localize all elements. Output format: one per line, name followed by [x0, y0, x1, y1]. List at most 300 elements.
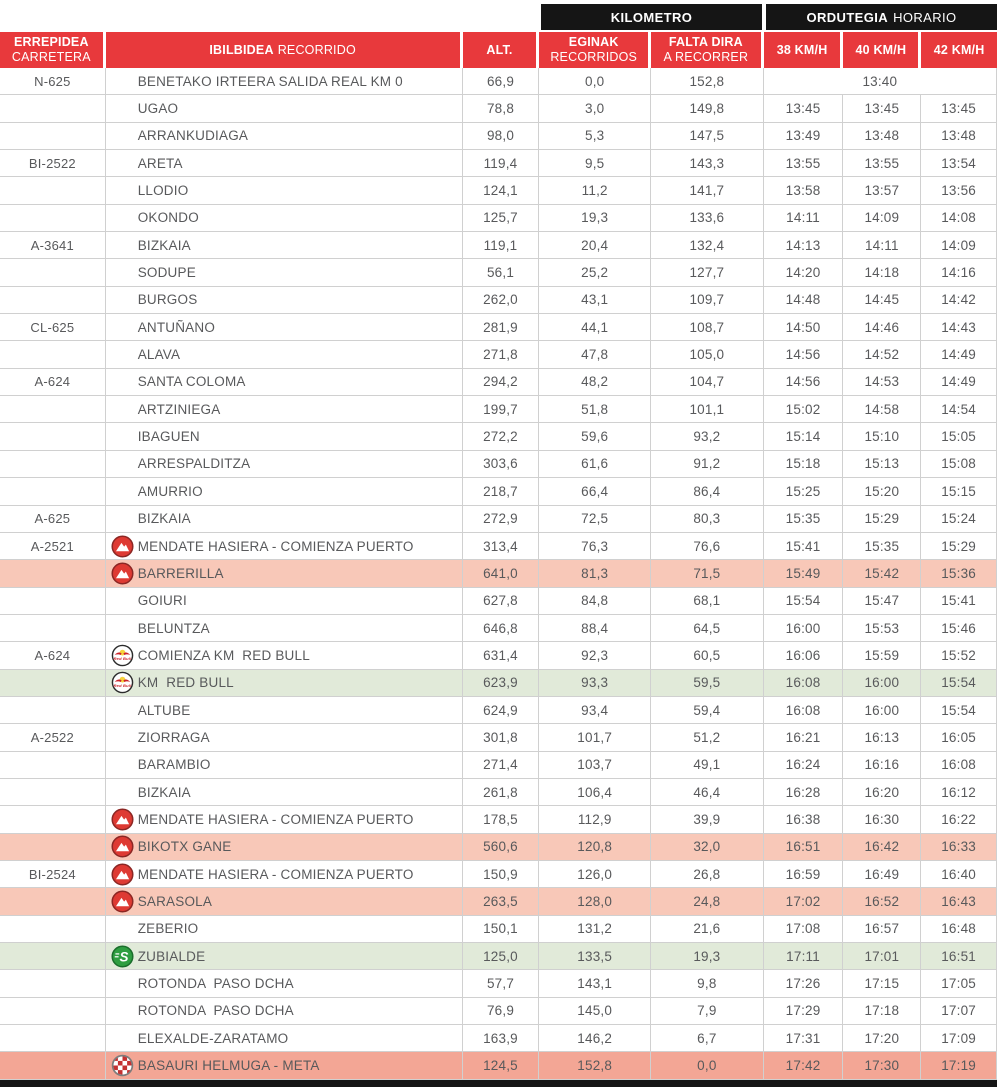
place-label: ALTUBE	[137, 702, 191, 718]
km-done-cell-value: 84,8	[581, 593, 609, 609]
time-42-cell	[921, 123, 997, 149]
altitude-cell	[463, 943, 540, 969]
road-cell	[0, 888, 106, 914]
km-togo-cell-value: 143,3	[689, 155, 725, 171]
time-42-cell-value: 15:52	[941, 647, 976, 663]
road-cell-value: A-2521	[30, 538, 74, 554]
time-40-cell	[843, 806, 921, 832]
km-done-cell-value: 47,8	[581, 347, 609, 363]
time-42-cell-value: 16:33	[941, 839, 976, 855]
altitude-cell-value: 218,7	[483, 483, 518, 499]
km-togo-cell-value: 59,4	[693, 702, 721, 718]
road-cell	[0, 642, 106, 668]
place-label: BARAMBIO	[137, 757, 211, 773]
km-togo-cell-value: 133,6	[689, 210, 725, 226]
time-38-cell	[764, 123, 844, 149]
time-40-cell-value: 15:53	[864, 620, 900, 636]
road-cell	[0, 478, 106, 504]
time-38-cell	[764, 560, 844, 586]
km-togo-cell-value: 32,0	[693, 839, 721, 855]
time-40-cell-value: 16:30	[864, 811, 900, 827]
km-done-cell	[539, 1052, 651, 1078]
place-label: ARTZINIEGA	[137, 401, 221, 417]
time-38-cell	[764, 150, 844, 176]
route-cell	[106, 670, 463, 696]
place-label: LLODIO	[137, 183, 189, 199]
km-togo-cell	[651, 1052, 764, 1078]
time-38-cell	[764, 615, 844, 641]
km-togo-header-basque: FALTA DIRA	[668, 35, 743, 50]
route-cell	[106, 588, 463, 614]
time-42-cell	[921, 177, 997, 203]
place-label: IBAGUEN	[137, 429, 200, 445]
route-cell	[106, 533, 463, 559]
route-cell	[106, 779, 463, 805]
altitude-cell	[463, 478, 540, 504]
km-togo-cell	[651, 123, 764, 149]
table-row	[0, 779, 997, 806]
time-42-cell	[921, 588, 997, 614]
km-togo-cell-value: 51,2	[693, 729, 721, 745]
time-42-cell	[921, 533, 997, 559]
altitude-cell-value: 623,9	[483, 675, 518, 691]
km-done-cell	[539, 1025, 651, 1051]
time-42-cell	[921, 642, 997, 668]
time-38-cell	[764, 314, 844, 340]
time-40-cell-value: 17:20	[864, 1030, 900, 1046]
km-togo-cell	[651, 642, 764, 668]
route-header-basque: IBILBIDEA	[209, 42, 274, 57]
km-togo-cell-value: 7,9	[697, 1003, 717, 1019]
road-cell	[0, 861, 106, 887]
time-40-cell-value: 15:47	[864, 593, 900, 609]
km-done-cell	[539, 670, 651, 696]
road-cell	[0, 998, 106, 1024]
route-cell	[106, 68, 463, 94]
time-38-cell	[764, 533, 844, 559]
km-togo-cell-value: 109,7	[689, 292, 725, 308]
svg-text:S: S	[119, 948, 129, 964]
time-42-cell	[921, 752, 997, 778]
ordutegia-label: ORDUTEGIA	[806, 9, 889, 25]
km-togo-cell-value: 93,2	[693, 429, 721, 445]
road-cell-value: A-2522	[30, 729, 74, 745]
table-row	[0, 341, 997, 368]
finish-icon	[109, 1054, 137, 1077]
route-cell	[106, 1025, 463, 1051]
time-38-cell-value: 15:02	[785, 401, 821, 417]
mountain-icon	[109, 835, 137, 858]
altitude-cell-value: 125,7	[483, 210, 518, 226]
table-row	[0, 1052, 997, 1079]
altitude-cell-value: 313,4	[483, 538, 518, 554]
mountain-icon	[109, 562, 137, 585]
time-42-cell-value: 17:09	[941, 1030, 976, 1046]
table-row	[0, 533, 997, 560]
time-38-cell-value: 16:38	[785, 811, 821, 827]
time-42-cell	[921, 95, 997, 121]
time-40-cell	[843, 369, 921, 395]
km-done-cell-value: 81,3	[581, 565, 609, 581]
altitude-cell	[463, 916, 540, 942]
km-togo-cell	[651, 150, 764, 176]
header-bands	[541, 4, 997, 30]
route-cell	[106, 943, 463, 969]
time-38-cell-value: 14:13	[785, 237, 821, 253]
km-togo-cell	[651, 588, 764, 614]
route-cell	[106, 451, 463, 477]
route-cell	[106, 123, 463, 149]
km-done-cell-value: 66,4	[581, 483, 609, 499]
time-42-cell-value: 14:42	[941, 292, 976, 308]
time-38-cell-value: 15:25	[785, 483, 821, 499]
altitude-cell	[463, 1052, 540, 1078]
time-40-cell-value: 14:18	[864, 265, 900, 281]
time-40-cell-value: 15:20	[864, 483, 900, 499]
time-40-cell	[843, 724, 921, 750]
route-cell	[106, 834, 463, 860]
altitude-cell-value: 624,9	[483, 702, 518, 718]
time-42-cell-value: 15:54	[941, 675, 976, 691]
time-38-cell-value: 15:18	[785, 456, 821, 472]
place-label: BASAURI HELMUGA - META	[137, 1058, 320, 1074]
place-label: BIZKAIA	[137, 237, 191, 253]
time-38-cell	[764, 232, 844, 258]
place-label: BIZKAIA	[137, 784, 191, 800]
altitude-cell	[463, 724, 540, 750]
km-togo-cell	[651, 396, 764, 422]
altitude-cell	[463, 232, 540, 258]
route-cell	[106, 369, 463, 395]
km-togo-cell	[651, 970, 764, 996]
road-cell-value: CL-625	[30, 319, 75, 335]
time-38-cell-value: 16:00	[785, 620, 821, 636]
time-38-cell-value: 14:20	[785, 265, 821, 281]
road-cell	[0, 68, 106, 94]
time-42-cell	[921, 451, 997, 477]
time-38-cell-value: 14:11	[786, 210, 820, 226]
time-42-cell-value: 16:05	[941, 729, 976, 745]
km-done-cell-value: 48,2	[581, 374, 609, 390]
km-done-cell	[539, 232, 651, 258]
table-row	[0, 916, 997, 943]
time-42-cell	[921, 724, 997, 750]
time-38-cell	[764, 779, 844, 805]
altitude-cell-value: 56,1	[486, 265, 515, 281]
place-label: ROTONDA PASO DCHA	[137, 1003, 294, 1019]
km-done-cell-value: 93,4	[581, 702, 609, 718]
time-40-cell	[843, 615, 921, 641]
altitude-cell	[463, 533, 540, 559]
km-done-cell	[539, 478, 651, 504]
route-cell	[106, 506, 463, 532]
kilometro-label: KILOMETRO	[610, 9, 693, 25]
time-42-cell-value: 14:16	[941, 265, 976, 281]
km-done-cell-value: 146,2	[577, 1030, 613, 1046]
altitude-cell	[463, 177, 540, 203]
time-42-cell	[921, 423, 997, 449]
place-label: BIZKAIA	[137, 511, 191, 527]
time-38-cell-value: 16:59	[785, 866, 821, 882]
altitude-cell-value: 303,6	[483, 456, 518, 472]
table-row	[0, 642, 997, 669]
km-togo-cell	[651, 916, 764, 942]
time-40-cell-value: 16:42	[864, 839, 900, 855]
time-40-cell-value: 13:45	[864, 101, 900, 117]
road-cell	[0, 615, 106, 641]
time-40-cell	[843, 506, 921, 532]
place-label: MENDATE HASIERA - COMIENZA PUERTO	[137, 866, 414, 882]
time-40-cell-value: 15:35	[864, 538, 900, 554]
column-headers	[0, 32, 997, 68]
route-column-header	[106, 32, 463, 68]
road-cell	[0, 533, 106, 559]
place-label: AMURRIO	[137, 483, 203, 499]
speed-38-column-header	[764, 32, 844, 68]
km-togo-cell	[651, 697, 764, 723]
km-togo-cell	[651, 205, 764, 231]
table-row	[0, 888, 997, 915]
km-togo-cell-value: 60,5	[693, 647, 721, 663]
km-togo-cell	[651, 861, 764, 887]
time-38-cell	[764, 642, 844, 668]
time-42-cell	[921, 970, 997, 996]
time-42-cell-value: 15:46	[941, 620, 976, 636]
time-38-cell-value: 17:29	[785, 1003, 821, 1019]
km-togo-cell	[651, 752, 764, 778]
place-label: BURGOS	[137, 292, 198, 308]
time-38-cell	[764, 341, 844, 367]
road-cell	[0, 95, 106, 121]
time-42-cell-value: 16:08	[941, 757, 976, 773]
km-togo-cell	[651, 943, 764, 969]
route-cell	[106, 95, 463, 121]
km-done-cell	[539, 560, 651, 586]
time-40-cell-value: 17:18	[864, 1003, 900, 1019]
time-42-cell	[921, 916, 997, 942]
altitude-cell-value: 119,1	[483, 237, 518, 253]
time-38-cell	[764, 369, 844, 395]
km-done-cell-value: 9,5	[585, 155, 605, 171]
time-40-cell-value: 16:57	[864, 921, 900, 937]
altitude-cell-value: 263,5	[483, 893, 518, 909]
time-40-cell-value: 16:52	[864, 893, 900, 909]
km-togo-cell	[651, 314, 764, 340]
sprint-icon	[109, 945, 137, 968]
time-38-cell-value: 15:41	[785, 538, 821, 554]
place-label: OKONDO	[137, 210, 199, 226]
time-42-cell-value: 15:41	[941, 593, 976, 609]
time-40-cell-value: 15:10	[864, 429, 900, 445]
km-togo-cell	[651, 478, 764, 504]
km-done-cell-value: 106,4	[577, 784, 613, 800]
time-38-cell	[764, 998, 844, 1024]
time-40-cell-value: 17:01	[864, 948, 900, 964]
km-togo-cell	[651, 95, 764, 121]
altitude-cell-value: 66,9	[486, 73, 515, 89]
time-40-cell	[843, 861, 921, 887]
time-42-cell-value: 15:24	[941, 511, 976, 527]
time-40-cell	[843, 314, 921, 340]
road-cell	[0, 806, 106, 832]
road-cell	[0, 1052, 106, 1078]
time-40-cell-value: 14:11	[864, 237, 899, 253]
time-38-cell	[764, 506, 844, 532]
altitude-cell-value: 119,4	[483, 155, 518, 171]
road-cell	[0, 670, 106, 696]
km-togo-cell	[651, 369, 764, 395]
table-row	[0, 943, 997, 970]
time-42-cell	[921, 806, 997, 832]
speed-40-label: 40 KM/H	[855, 42, 907, 57]
time-40-cell	[843, 970, 921, 996]
svg-text:Red Bull: Red Bull	[113, 683, 132, 689]
altitude-cell	[463, 68, 540, 94]
road-header-spanish: CARRETERA	[11, 50, 91, 64]
km-togo-cell	[651, 998, 764, 1024]
place-label: ALAVA	[137, 347, 181, 363]
time-40-cell	[843, 779, 921, 805]
time-42-cell	[921, 396, 997, 422]
route-cell	[106, 697, 463, 723]
place-label: ANTUÑANO	[137, 319, 216, 335]
altitude-cell-value: 301,8	[483, 729, 518, 745]
time-40-cell	[843, 697, 921, 723]
table-row	[0, 1025, 997, 1052]
time-42-cell	[921, 232, 997, 258]
ordutegia-band	[766, 4, 997, 30]
km-done-cell-value: 131,2	[577, 921, 613, 937]
time-42-cell	[921, 560, 997, 586]
time-38-cell-value: 15:54	[785, 593, 821, 609]
km-done-cell-value: 103,7	[577, 757, 613, 773]
time-38-cell-value: 16:06	[785, 647, 821, 663]
km-done-cell	[539, 287, 651, 313]
road-cell	[0, 506, 106, 532]
time-40-cell	[843, 123, 921, 149]
time-42-cell-value: 13:56	[941, 183, 976, 199]
km-done-cell	[539, 68, 651, 94]
time-38-cell-value: 14:50	[785, 319, 821, 335]
table-row	[0, 615, 997, 642]
time-38-cell-value: 17:11	[786, 948, 820, 964]
km-togo-cell-value: 101,1	[689, 401, 725, 417]
time-38-cell-value: 17:02	[785, 893, 821, 909]
altitude-cell-value: 627,8	[483, 593, 518, 609]
table-row	[0, 396, 997, 423]
time-40-cell	[843, 232, 921, 258]
road-cell	[0, 232, 106, 258]
time-38-cell	[764, 205, 844, 231]
time-40-cell-value: 16:00	[864, 702, 900, 718]
time-38-cell	[764, 423, 844, 449]
km-done-cell	[539, 998, 651, 1024]
table-row	[0, 369, 997, 396]
time-42-cell	[921, 150, 997, 176]
altitude-cell	[463, 95, 540, 121]
place-label: GOIURI	[137, 593, 187, 609]
km-done-cell	[539, 916, 651, 942]
road-cell	[0, 150, 106, 176]
time-38-cell	[764, 916, 844, 942]
time-42-cell-value: 15:05	[941, 429, 976, 445]
time-42-cell-value: 15:15	[941, 483, 976, 499]
km-done-column-header	[539, 32, 651, 68]
time-38-cell-value: 13:45	[785, 101, 821, 117]
road-cell	[0, 779, 106, 805]
altitude-cell	[463, 314, 540, 340]
km-togo-cell-value: 71,5	[693, 565, 721, 581]
mountain-icon	[109, 535, 137, 558]
route-cell	[106, 150, 463, 176]
table-row	[0, 588, 997, 615]
time-40-cell	[843, 451, 921, 477]
time-38-cell	[764, 95, 844, 121]
altitude-cell-value: 262,0	[483, 292, 518, 308]
altitude-cell	[463, 396, 540, 422]
km-done-cell	[539, 779, 651, 805]
altitude-cell-value: 294,2	[483, 374, 518, 390]
time-42-cell	[921, 1025, 997, 1051]
time-42-cell	[921, 314, 997, 340]
km-done-cell-value: 0,0	[585, 73, 605, 89]
time-40-cell	[843, 670, 921, 696]
altitude-cell	[463, 779, 540, 805]
route-cell	[106, 560, 463, 586]
km-togo-cell-value: 0,0	[697, 1058, 717, 1074]
time-38-cell-value: 16:51	[785, 839, 821, 855]
redbull-icon	[109, 671, 137, 694]
table-row	[0, 150, 997, 177]
road-cell	[0, 451, 106, 477]
time-42-cell	[921, 615, 997, 641]
km-done-cell	[539, 341, 651, 367]
km-done-cell	[539, 888, 651, 914]
speed-42-column-header	[921, 32, 997, 68]
time-42-cell	[921, 834, 997, 860]
km-togo-cell-value: 59,5	[693, 675, 721, 691]
km-togo-cell-value: 141,7	[689, 183, 725, 199]
altitude-cell	[463, 752, 540, 778]
time-42-cell-value: 16:40	[941, 866, 976, 882]
altitude-cell	[463, 287, 540, 313]
time-42-cell-value: 14:09	[941, 237, 976, 253]
time-40-cell	[843, 560, 921, 586]
time-40-cell	[843, 205, 921, 231]
time-42-cell-value: 14:43	[941, 319, 976, 335]
time-38-cell	[764, 970, 844, 996]
km-done-cell-value: 143,1	[577, 976, 613, 992]
time-42-cell-value: 15:36	[941, 565, 976, 581]
km-togo-cell-value: 80,3	[693, 511, 721, 527]
place-label: ARRANKUDIAGA	[137, 128, 249, 144]
table-row	[0, 423, 997, 450]
km-done-cell	[539, 369, 651, 395]
route-cell	[106, 1052, 463, 1078]
place-label: MENDATE HASIERA - COMIENZA PUERTO	[137, 538, 414, 554]
route-cell	[106, 341, 463, 367]
time-42-cell-value: 17:05	[941, 976, 976, 992]
km-done-cell	[539, 806, 651, 832]
km-done-cell-value: 120,8	[577, 839, 613, 855]
route-cell	[106, 314, 463, 340]
km-togo-cell-value: 152,8	[689, 73, 725, 89]
km-togo-cell-value: 49,1	[693, 757, 721, 773]
time-38-cell-value: 15:35	[785, 511, 821, 527]
time-40-cell-value: 15:13	[864, 456, 900, 472]
time-42-cell	[921, 341, 997, 367]
time-42-cell	[921, 943, 997, 969]
